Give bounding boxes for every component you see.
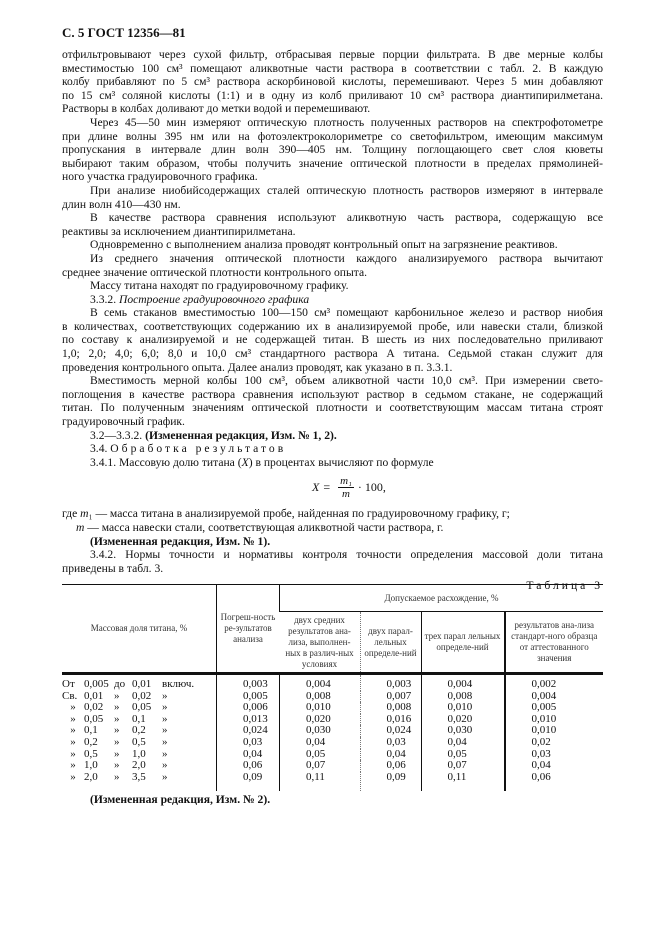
range-part: »: [70, 712, 76, 725]
range-part: 2,0: [132, 759, 146, 772]
range-part: 0,5: [132, 735, 146, 748]
text-line: 1,0; 2,0; 4,0; 6,0; 8,0 и 10,0 см³ стандартного раствора А титана. Седьмой стакан служит для: [62, 347, 603, 361]
cell-value: 0,04: [280, 737, 361, 749]
header-allowed: Допускаемое расхождение, %: [280, 585, 604, 612]
text-line: Растворы в колбах доливают до метки водой и перемешивают.: [62, 102, 371, 116]
text-line: в количествах, соответствующих содержанию их в анализируемой пробе, или навески стали, близкой: [62, 319, 603, 333]
range-part: 0,02: [132, 689, 152, 702]
formula-fraction: [338, 475, 354, 500]
text-line: ного участка градуировочного графика.: [62, 170, 258, 184]
table-row: [62, 772, 603, 792]
revision-note: (Измененная редакция, Изм. № 1).: [90, 534, 271, 548]
range-part: 0,2: [132, 724, 146, 737]
text-blocks: [62, 48, 603, 469]
text-line: В качестве раствора сравнения используют аликвотную часть раствора, содержащую все: [90, 211, 603, 225]
text-line: градуировочный график.: [62, 415, 185, 429]
text-line: титан. По полученным значениям оптической плотности и соответствующим массам титана строят: [62, 401, 603, 415]
formula-lhs: X: [312, 480, 320, 495]
text-line: пропускания в интервале длин волн 390—405 нм. Толщину поглощающего свет слоя кюветы: [62, 143, 603, 157]
text-segment: 3.4.1. Массовую долю титана (: [90, 455, 242, 469]
text-line: Через 45—50 мин измеряют оптическую плотность полученных растворов на спектрофотометре: [90, 115, 603, 129]
range-part: 1,0: [132, 747, 146, 760]
cell-value: 0,010: [505, 714, 604, 726]
cell-value: 0,07: [280, 760, 361, 772]
range-part: »: [70, 759, 76, 772]
revision-note: (Измененная редакция, Изм. № 1, 2).: [145, 428, 337, 442]
range-part: »: [114, 689, 120, 702]
range-part: »: [162, 735, 168, 748]
range-part: 0,1: [132, 712, 146, 725]
range-part: »: [70, 724, 76, 737]
range-part: »: [162, 759, 168, 772]
text-line: [62, 507, 603, 521]
range-part: Св.: [62, 689, 78, 702]
cell-value: 0,030: [280, 725, 361, 737]
cell-value: 0,020: [280, 714, 361, 726]
range-part: »: [114, 712, 120, 725]
cell-value: 0,05: [280, 749, 361, 761]
text-line: [62, 456, 603, 470]
cell-value: 0,004: [421, 674, 505, 691]
page-header: С. 5 ГОСТ 12356—81: [62, 25, 186, 40]
range-part: »: [162, 770, 168, 783]
range-part: 3,5: [132, 770, 146, 783]
italic-text: m: [76, 521, 85, 534]
cell-value: 0,006: [217, 702, 280, 714]
range-part: »: [70, 701, 76, 714]
cell-value: 0,09: [217, 772, 280, 792]
cell-value: 0,03: [505, 749, 604, 761]
header-mass-fraction: Массовая доля титана, %: [62, 585, 217, 674]
range-part: 0,01: [132, 678, 152, 690]
text-line: [62, 429, 603, 443]
text-segment: ₁ — масса титана в анализируемой пробе, найденная по градуировочному графику, г;: [88, 507, 510, 521]
text-line: [62, 535, 603, 549]
range-part: до: [114, 678, 126, 690]
cell-value: 0,09: [360, 772, 421, 792]
range-part: »: [114, 759, 120, 772]
range-part: 2,0: [84, 770, 98, 783]
cell-value: 0,005: [505, 702, 604, 714]
cell-value: 0,010: [505, 725, 604, 737]
cell-value: 0,020: [421, 714, 505, 726]
range-part: »: [114, 735, 120, 748]
text-line: Вместимость мерной колбы 100 см³, объем аликвотной части 10,0 см³. При измерении свето-: [90, 374, 603, 388]
text-segment: — масса навески стали, соответствующая аликвотной части раствора, г.: [84, 521, 444, 534]
range-part: »: [70, 735, 76, 748]
table-row: [62, 737, 603, 749]
cell-value: 0,03: [217, 737, 280, 749]
text-line: реактивы за исключением диантипирилметана.: [62, 224, 296, 238]
cell-value: 0,016: [360, 714, 421, 726]
cell-value: 0,010: [280, 702, 361, 714]
cell-value: 0,004: [505, 691, 604, 703]
range-part: 0,2: [84, 735, 98, 748]
cell-value: 0,008: [360, 702, 421, 714]
range-part: 0,01: [84, 689, 104, 702]
text-line: длин волн 410—430 нм.: [62, 197, 181, 211]
cell-value: 0,004: [280, 674, 361, 691]
cell-value: 0,013: [217, 714, 280, 726]
cell-value: 0,11: [421, 772, 505, 792]
range-part: »: [70, 747, 76, 760]
text-line: отфильтровывают через сухой фильтр, отбрасывая первые порции фильтрата. В две мерные колбы: [62, 48, 603, 61]
text-line: при длине волны 395 нм или на фотоэлектроколориметре со светофильтром, имеющим максимум: [62, 129, 603, 143]
range-part: включ.: [162, 678, 195, 690]
text-line: Массу титана находят по градуировочному графику.: [90, 279, 349, 293]
cell-value: 0,024: [360, 725, 421, 737]
italic-text: Построение градуировочного графика: [118, 292, 310, 306]
formula-numerator: m₁: [340, 475, 352, 488]
cell-value: 0,007: [360, 691, 421, 703]
cell-value: 0,02: [505, 737, 604, 749]
range-part: »: [162, 747, 168, 760]
text-line: колбу прибавляют по 5 см³ раствора аскорбиновой кислоты, перемешивают. Через 5 мин добавляют: [62, 75, 603, 89]
cell-value: 0,03: [360, 737, 421, 749]
range-part: 0,05: [132, 701, 152, 714]
range-part: 0,02: [84, 701, 104, 714]
text-line: В семь стаканов вместимостью 100—150 см³ помещают карбонильное железо и раствор ниобия: [90, 306, 603, 320]
range-part: »: [114, 770, 120, 783]
range-part: »: [114, 747, 120, 760]
range-part: »: [114, 701, 120, 714]
cell-value: 0,003: [360, 674, 421, 691]
cell-value: 0,008: [421, 691, 505, 703]
cell-value: 0,06: [217, 760, 280, 772]
text-segment: где: [62, 507, 81, 521]
text-line: [62, 521, 603, 535]
header-error: Погреш-ность ре-зультатов анализа: [217, 585, 280, 674]
text-line: 3.4.2. Нормы точности и нормативы контроля точности определения массовой доли титана: [90, 548, 603, 562]
text-segment: ) в процентах вычисляют по формуле: [248, 455, 434, 469]
text-line: [62, 293, 603, 307]
range-part: 0,05: [84, 712, 104, 725]
formula-rest: · 100,: [357, 480, 386, 495]
range-part: 0,005: [84, 678, 109, 690]
cell-value: 0,008: [280, 691, 361, 703]
cell-value: 0,06: [505, 772, 604, 792]
cell-range: [62, 674, 217, 691]
cell-range: [62, 760, 217, 772]
text-blocks-after-formula: [62, 507, 603, 575]
header-sub-4: результатов ана-лиза стандарт-ного образца от аттестованного значения: [505, 612, 604, 674]
text-line: Из среднего значения оптической плотности каждого анализируемого раствора вычитают: [90, 251, 603, 265]
text-line: При анализе ниобийсодержащих сталей оптическую плотность растворов измеряют в интервале: [90, 183, 603, 197]
cell-value: 0,11: [280, 772, 361, 792]
header-sub-2: двух парал-лельных определе-ний: [360, 612, 421, 674]
range-part: 0,5: [84, 747, 98, 760]
cell-value: 0,05: [421, 749, 505, 761]
table-row: [62, 674, 603, 691]
cell-value: 0,030: [421, 725, 505, 737]
cell-range: [62, 737, 217, 749]
cell-value: 0,024: [217, 725, 280, 737]
range-part: От: [62, 678, 75, 690]
range-part: 0,1: [84, 724, 98, 737]
range-part: 1,0: [84, 759, 98, 772]
header-sub-3: трех парал лельных определе-ний: [421, 612, 505, 674]
text-segment: 3.3.2.: [90, 292, 119, 306]
section-title: Обработка результатов: [110, 442, 287, 456]
cell-value: 0,04: [421, 737, 505, 749]
formula-denominator: m: [342, 488, 350, 501]
text-line: [62, 442, 603, 456]
cell-value: 0,04: [217, 749, 280, 761]
italic-text: m: [80, 507, 89, 521]
cell-value: 0,06: [360, 760, 421, 772]
range-part: »: [162, 712, 168, 725]
cell-value: 0,07: [421, 760, 505, 772]
text-line: Одновременно с выполнением анализа проводят контрольный опыт на загрязнение реактивов.: [90, 238, 558, 252]
precision-table: [62, 584, 603, 791]
text-line: выбирают таким образом, чтобы получить значение оптической плотности в пределах прямолиней-: [62, 156, 603, 170]
document-body: [62, 48, 603, 595]
range-part: »: [162, 689, 168, 702]
cell-value: 0,003: [217, 674, 280, 691]
text-line: по 15 см³ соляной кислоты (1:1) и в одну из колб приливают 10 см³ раствора диантипирилметана.: [62, 88, 603, 102]
cell-value: 0,04: [505, 760, 604, 772]
text-segment: 3.4.: [90, 442, 111, 456]
text-line: по составу к анализируемой и не содержащей титан. В шесть из них последовательно приливают: [62, 333, 603, 347]
text-segment: 3.2—3.3.2.: [90, 428, 146, 442]
cell-range: [62, 772, 217, 792]
range-part: »: [114, 724, 120, 737]
text-line: поглощения в качестве раствора сравнения используют раствор в седьмом стакане, не содержащий: [62, 387, 603, 401]
table-row: [62, 760, 603, 772]
text-line: проведения контрольного опыта. Далее анализ проводят, как указано в п. 3.3.1.: [62, 360, 453, 374]
cell-value: 0,010: [421, 702, 505, 714]
text-line: приведены в табл. 3.: [62, 561, 164, 575]
table-caption: Таблица 3: [526, 579, 603, 593]
revision-note: (Измененная редакция, Изм. № 2).: [90, 793, 271, 806]
formula-eq: =: [323, 480, 331, 495]
range-part: »: [162, 701, 168, 714]
cell-value: 0,04: [360, 749, 421, 761]
range-part: »: [70, 770, 76, 783]
text-line: среднее значение оптической плотности контрольного опыта.: [62, 265, 368, 279]
header-sub-1: двух средних результатов ана-лиза, выполнен-ных в различ-ных условиях: [280, 612, 361, 674]
cell-value: 0,002: [505, 674, 604, 691]
cell-value: 0,005: [217, 691, 280, 703]
formula: [62, 469, 603, 507]
text-line: вместимостью 100 см³ помещают аликвотные части раствора в соответствии с табл. 2. В каждую: [62, 61, 603, 75]
range-part: »: [162, 724, 168, 737]
italic-text: X: [241, 455, 249, 469]
